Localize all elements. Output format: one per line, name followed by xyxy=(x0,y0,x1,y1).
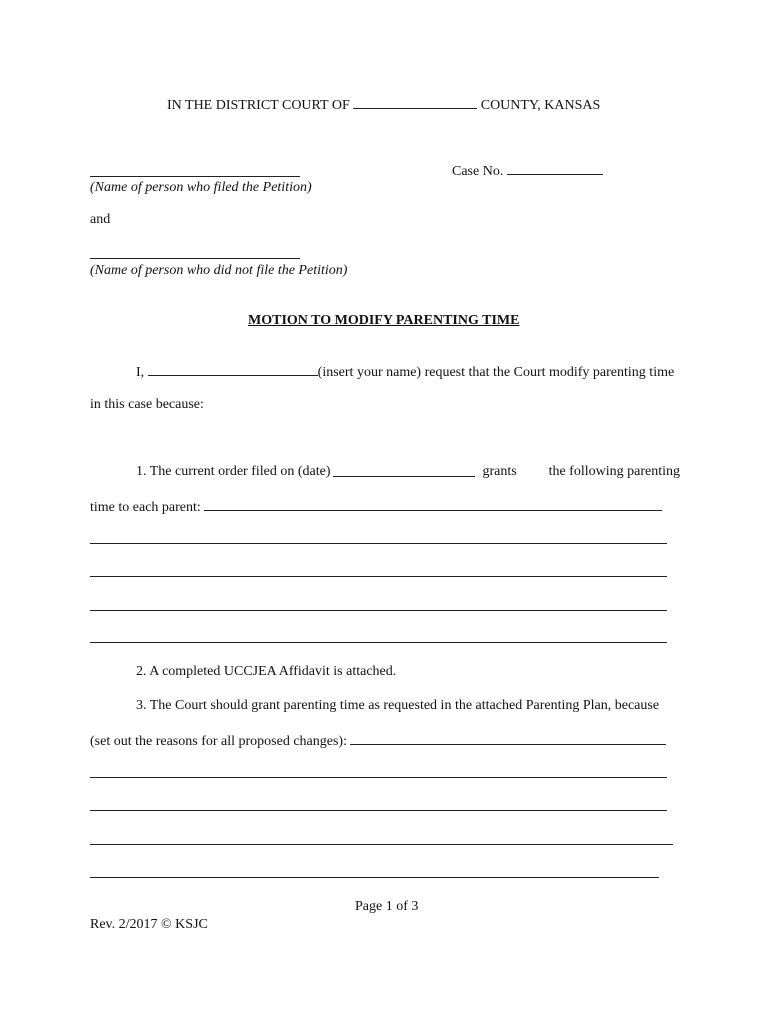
respondent-caption: (Name of person who did not file the Petition) xyxy=(90,263,348,278)
item-1-grants: grants xyxy=(482,464,517,479)
item-1-suffix: the following parenting xyxy=(548,464,680,479)
order-date-field[interactable] xyxy=(333,464,475,477)
and-text: and xyxy=(90,212,111,227)
intro-prefix: I, xyxy=(136,365,145,380)
petitioner-name-field[interactable] xyxy=(90,176,300,177)
parenting-time-field-5[interactable] xyxy=(90,642,667,643)
item-3-cont-text: (set out the reasons for all proposed changes): xyxy=(90,734,347,749)
court-header-suffix: COUNTY, KANSAS xyxy=(480,98,601,113)
item-1-cont-text: time to each parent: xyxy=(90,500,201,515)
item-1-prefix: 1. The current order filed on (date) xyxy=(136,464,331,479)
reasons-field-5[interactable] xyxy=(90,877,659,878)
parenting-time-field-1[interactable] xyxy=(204,498,662,511)
item-1-line xyxy=(136,464,680,480)
your-name-field[interactable] xyxy=(148,363,318,376)
item-2: 2. A completed UCCJEA Affidavit is attached. xyxy=(136,664,397,679)
petitioner-caption: (Name of person who filed the Petition) xyxy=(90,180,312,195)
item-1-continuation xyxy=(90,498,662,516)
case-number-field[interactable] xyxy=(507,162,603,175)
reasons-field-3[interactable] xyxy=(90,810,667,811)
item-3-continuation xyxy=(90,732,666,750)
motion-title: MOTION TO MODIFY PARENTING TIME xyxy=(248,313,520,328)
court-header-prefix: IN THE DISTRICT COURT OF xyxy=(167,98,350,113)
reasons-field-1[interactable] xyxy=(350,732,666,745)
intro-continuation: in this case because: xyxy=(90,397,204,412)
reasons-field-2[interactable] xyxy=(90,777,667,778)
county-field[interactable] xyxy=(353,96,477,109)
intro-suffix: (insert your name) request that the Court modify parenting time xyxy=(317,365,675,380)
page-number: Page 1 of 3 xyxy=(355,899,419,914)
reasons-field-4[interactable] xyxy=(90,844,673,845)
case-no-label: Case No. xyxy=(452,164,504,179)
case-number xyxy=(452,162,603,180)
respondent-name-field[interactable] xyxy=(90,258,300,259)
item-3: 3. The Court should grant parenting time as requested in the attached Parenting Plan, because xyxy=(136,698,660,713)
revision-note: Rev. 2/2017 © KSJC xyxy=(90,917,208,932)
court-header xyxy=(167,96,600,114)
parenting-time-field-4[interactable] xyxy=(90,610,667,611)
parenting-time-field-3[interactable] xyxy=(90,576,667,577)
intro-line xyxy=(136,363,674,381)
parenting-time-field-2[interactable] xyxy=(90,543,667,544)
